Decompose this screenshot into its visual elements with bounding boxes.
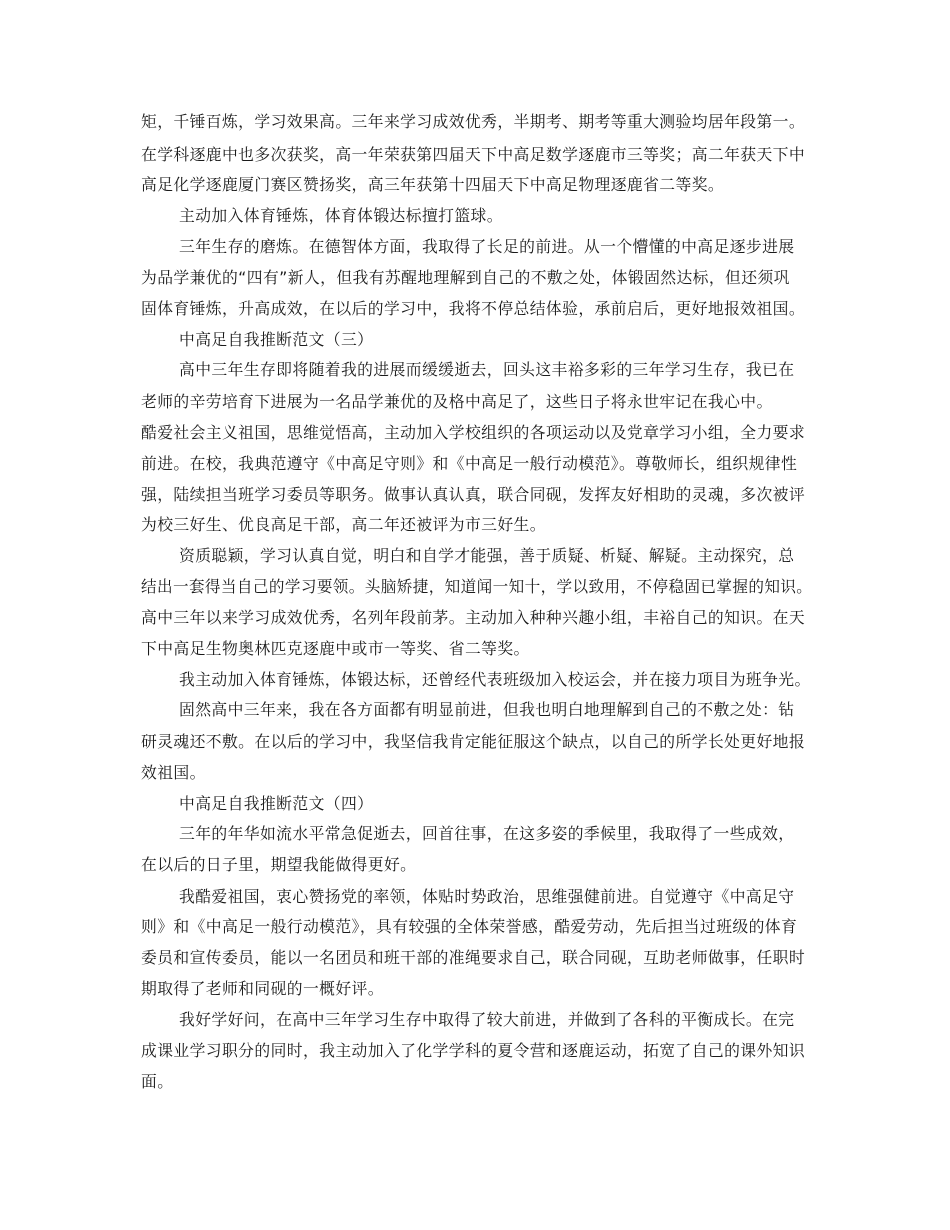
text-line: 效祖国。 [141, 763, 206, 782]
text-line: 高足化学逐鹿厦门赛区赞扬奖，高三年获第十四届天下中高足物理逐鹿省二等奖。 [141, 175, 725, 194]
text-line: 结出一套得当自己的学习要领。头脑矫捷，知道闻一知十，学以致用，不停稳固已掌握的知识。 [141, 577, 813, 596]
text-line: 资质聪颖，学习认真自觉，明白和自学才能强，善于质疑、析疑、解疑。主动探究，总 [179, 546, 795, 565]
text-line: 强，陆续担当班学习委员等职务。做事认真认真，联合同砚，发挥友好相助的灵魂，多次被评 [141, 485, 806, 504]
text-line: 前进。在校，我典范遵守《中高足守则》和《中高足一般行动模范》。尊敬师长，组织规律性 [141, 454, 798, 473]
text-line: 委员和宣传委员，能以一名团员和班干部的准绳要求自己，联合同砚，互助老师做事，任职时 [141, 948, 806, 967]
section-heading: 中高足自我推断范文（四） [179, 794, 374, 813]
text-line: 我好学好问，在高中三年学习生存中取得了较大前进，并做到了各科的平衡成长。在完 [179, 1010, 795, 1029]
text-line: 主动加入体育锤炼，体育体锻达标擅打篮球。 [179, 206, 503, 225]
text-line: 则》和《中高足一般行动模范》，具有较强的全体荣誉感，酷爱劳动，先后担当过班级的体育 [141, 917, 798, 936]
text-line: 高中三年以来学习成效优秀，名列年段前茅。主动加入种种兴趣小组，丰裕自己的知识。在天 [141, 608, 806, 627]
text-line: 三年生存的磨炼。在德智体方面，我取得了长足的前进。从一个懵懂的中高足逐步进展 [179, 237, 795, 256]
text-line: 为校三好生、优良高足干部，高二年还被评为市三好生。 [141, 515, 546, 534]
text-line: 在以后的日子里，期望我能做得更好。 [141, 855, 417, 874]
text-line: 为品学兼优的“四有”新人，但我有苏醒地理解到自己的不敷之处，体锻固然达标，但还须巩 [141, 268, 790, 287]
text-line: 期取得了老师和同砚的一概好评。 [141, 979, 384, 998]
text-line: 研灵魂还不敷。在以后的学习中，我坚信我肯定能征服这个缺点，以自己的所学长处更好地报 [141, 732, 806, 751]
text-line: 固体育锤炼，升高成效，在以后的学习中，我将不停总结体验，承前启后，更好地报效祖国。 [141, 299, 806, 318]
text-line: 我主动加入体育锤炼，体锻达标，还曾经代表班级加入校运会，并在接力项目为班争光。 [179, 670, 811, 689]
text-line: 三年的年华如流水平常急促逝去，回首往事，在这多姿的季候里，我取得了一些成效， [179, 824, 795, 843]
text-line: 我酷爱祖国，衷心赞扬党的率领，体贴时势政治，思维强健前进。自觉遵守《中高足守 [179, 887, 795, 906]
text-line: 在学科逐鹿中也多次获奖，高一年荣获第四届天下中高足数学逐鹿市三等奖；高二年获天下中 [141, 145, 806, 164]
text-line: 面。 [141, 1072, 174, 1091]
text-line: 酷爱社会主义祖国，思维觉悟高，主动加入学校组织的各项运动以及党章学习小组，全力要求 [141, 423, 806, 442]
text-line: 矩，千锤百炼，学习效果高。三年来学习成效优秀，半期考、期考等重大测验均居年段第一。 [141, 112, 806, 131]
text-line: 高中三年生存即将随着我的进展而缓缓逝去，回头这丰裕多彩的三年学习生存，我已在 [179, 360, 795, 379]
text-line: 下中高足生物奥林匹克逐鹿中或市一等奖、省二等奖。 [141, 639, 530, 658]
text-line: 老师的辛劳培育下进展为一名品学兼优的及格中高足了，这些日子将永世牢记在我心中。 [141, 392, 773, 411]
section-heading: 中高足自我推断范文（三） [179, 330, 374, 349]
text-line: 固然高中三年来，我在各方面都有明显前进，但我也明白地理解到自己的不敷之处：钻 [179, 700, 795, 719]
text-line: 成课业学习职分的同时，我主动加入了化学学科的夏令营和逐鹿运动，拓宽了自己的课外知识 [141, 1041, 806, 1060]
